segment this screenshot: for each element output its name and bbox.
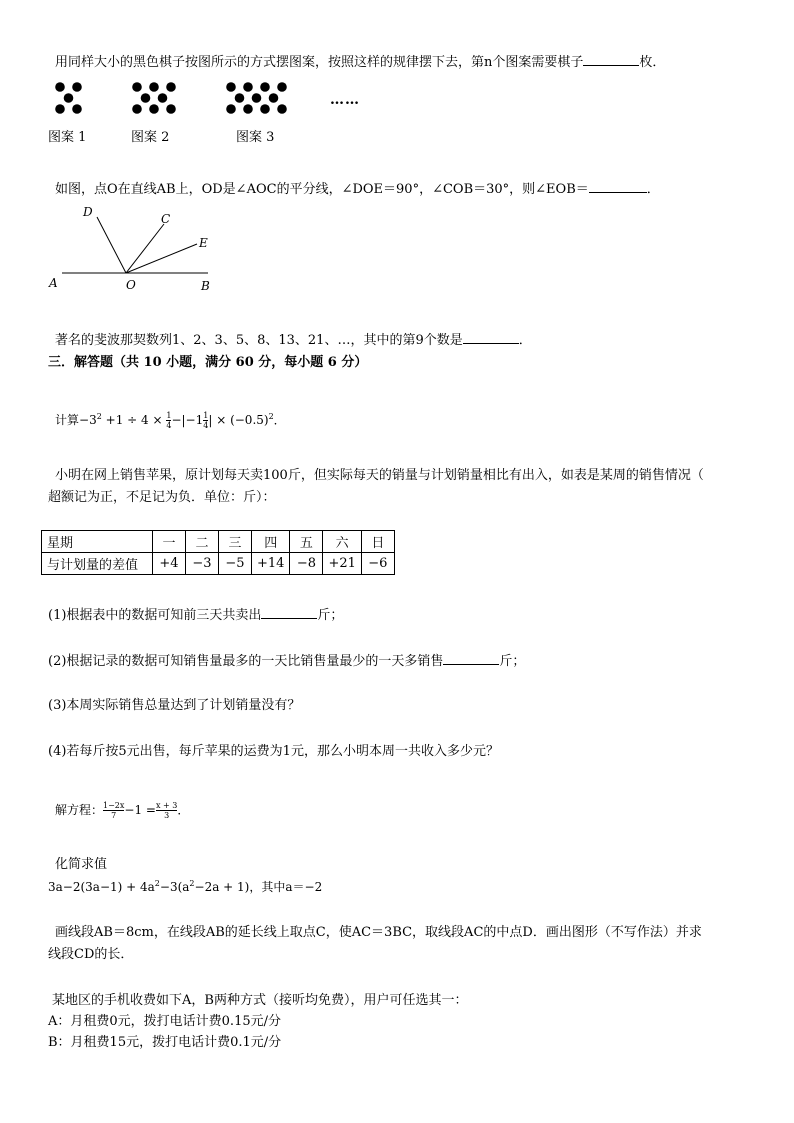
answer-blank xyxy=(261,606,317,619)
calc-exp1: 2 xyxy=(96,412,102,421)
ray-OD xyxy=(97,217,126,273)
apples-intro-line2: 超额记为正，不足记为负．单位：斤）： xyxy=(48,490,276,505)
answer-blank xyxy=(583,53,639,66)
apples-part1 xyxy=(48,606,343,624)
simplify-expression xyxy=(48,879,322,895)
angle-figure xyxy=(40,200,240,300)
answer-blank xyxy=(443,652,499,665)
table-value-cell: −8 xyxy=(290,553,323,575)
apples-intro-line1: 小明在网上销售苹果，原计划每天卖100斤，但实际每天的销量与计划销量相比有出入，如表是某周的销售情况（ xyxy=(55,468,704,483)
table-day-cell: 四 xyxy=(252,531,290,553)
apples-part2-text: (2)根据记录的数据可知销售量最多的一天比销售量最少的一天多销售 xyxy=(48,654,444,669)
point-label-B: B xyxy=(201,279,210,293)
pattern-label-2: 图案 2 xyxy=(131,130,170,145)
table-row-label: 与计划量的差值 xyxy=(42,553,153,575)
pattern-question-text: 用同样大小的黑色棋子按图所示的方式摆图案，按照这样的规律摆下去，第n个图案需要棋子 xyxy=(55,55,584,70)
point-label-D: D xyxy=(83,205,93,219)
phone-plan-a: A：月租费0元，拨打电话计费0.15元/分 xyxy=(48,1014,281,1029)
apples-part2 xyxy=(48,652,525,670)
calc-part1: −3 xyxy=(79,413,97,427)
pattern-question-end: 枚． xyxy=(639,55,666,70)
calc-exp2: 2 xyxy=(268,412,274,421)
angle-question-end: ． xyxy=(646,182,660,197)
table-value-cell: −6 xyxy=(361,553,394,575)
equation-question xyxy=(55,799,189,821)
phone-plan-b: B：月租费15元，拨打电话计费0.1元/分 xyxy=(48,1035,282,1050)
simplify-expr-a: 3a−2(3a−1) + 4a xyxy=(48,880,155,894)
point-label-C: C xyxy=(161,212,171,226)
answer-blank xyxy=(589,180,647,193)
table-value-cell: +14 xyxy=(252,553,290,575)
simplify-title: 化简求值 xyxy=(55,857,108,872)
segment-question-line1: 画线段AB＝8cm，在线段AB的延长线上取点C，使AC＝3BC，取线段AC的中点D．画出图形（不写作法）并求 xyxy=(55,925,702,940)
apples-part3: (3)本周实际销售总量达到了计划销量没有？ xyxy=(48,698,301,713)
section-heading: 三．解答题（共 10 小题，满分 60 分，每小题 6 分） xyxy=(48,355,368,370)
pattern-2-pieces xyxy=(132,82,176,114)
table-value-cell: +4 xyxy=(153,553,186,575)
equation-middle: −1 = xyxy=(124,803,156,817)
equation-prefix: 解方程： xyxy=(55,803,104,817)
phone-question-line1: 某地区的手机收费如下A，B两种方式（接听均免费），用户可任选其一： xyxy=(52,993,468,1008)
apples-part1-text: (1)根据表中的数据可知前三天共卖出 xyxy=(48,608,262,623)
table-day-cell: 五 xyxy=(290,531,323,553)
calc-end: ． xyxy=(273,413,286,427)
fib-question-text: 著名的斐波那契数列1、2、3、5、8、13、21、…，其中的第9个数是 xyxy=(55,333,463,348)
table-day-cell: 三 xyxy=(219,531,252,553)
calc-part3: −|−1 xyxy=(171,413,204,427)
point-label-O: O xyxy=(126,278,136,292)
table-day-cell: 日 xyxy=(361,531,394,553)
calc-frac1: $\frac{1}{4}$ xyxy=(166,411,172,430)
table-header-label: 星期 xyxy=(42,531,153,553)
equation-end: ． xyxy=(177,803,190,817)
table-row xyxy=(42,531,395,553)
angle-question xyxy=(55,180,660,198)
pattern-label-1: 图案 1 xyxy=(48,130,87,145)
equation-frac-left: $\frac{1-2x}{7}$ xyxy=(103,801,125,820)
segment-question-line2: 线段CD的长． xyxy=(48,947,134,962)
pattern-label-3: 图案 3 xyxy=(236,130,275,145)
table-row xyxy=(42,553,395,575)
pattern-question xyxy=(55,53,665,71)
table-day-cell: 二 xyxy=(186,531,219,553)
point-label-A: A xyxy=(49,276,58,290)
calc-part4: | × (−0.5) xyxy=(208,413,269,427)
calc-prefix: 计算 xyxy=(55,413,80,427)
table-value-cell: −5 xyxy=(219,553,252,575)
equation-frac-right: $\frac{x + 3}{3}$ xyxy=(155,801,178,820)
answer-blank xyxy=(463,331,519,344)
simplify-expr-b: −3(a xyxy=(159,880,190,894)
pattern-1-pieces xyxy=(55,82,82,114)
table-day-cell: 六 xyxy=(323,531,361,553)
apples-part2-unit: 斤； xyxy=(499,654,526,669)
pattern-ellipsis: …… xyxy=(330,92,360,108)
table-day-cell: 一 xyxy=(153,531,186,553)
calc-frac2: $\frac{1}{4}$ xyxy=(203,411,209,430)
calc-question xyxy=(55,410,286,430)
table-value-cell: −3 xyxy=(186,553,219,575)
pattern-figure xyxy=(40,80,440,120)
apples-part1-unit: 斤； xyxy=(317,608,344,623)
sales-table xyxy=(41,530,395,575)
point-label-E: E xyxy=(199,236,208,250)
fib-question-end: ． xyxy=(518,333,532,348)
simplify-exp-a: 2 xyxy=(154,879,160,888)
simplify-expr-c: −2a + 1)，其中a＝−2 xyxy=(194,880,323,894)
fib-question xyxy=(55,331,532,349)
table-value-cell: +21 xyxy=(323,553,361,575)
angle-question-text: 如图，点O在直线AB上，OD是∠AOC的平分线，∠DOE＝90°，∠COB＝30°，则∠EOB＝ xyxy=(55,182,589,197)
calc-part2: +1 ÷ 4 × xyxy=(105,413,163,427)
simplify-exp-b: 2 xyxy=(189,879,195,888)
apples-part4: (4)若每斤按5元出售，每斤苹果的运费为1元，那么小明本周一共收入多少元？ xyxy=(48,744,499,759)
pattern-3-pieces xyxy=(226,82,287,114)
